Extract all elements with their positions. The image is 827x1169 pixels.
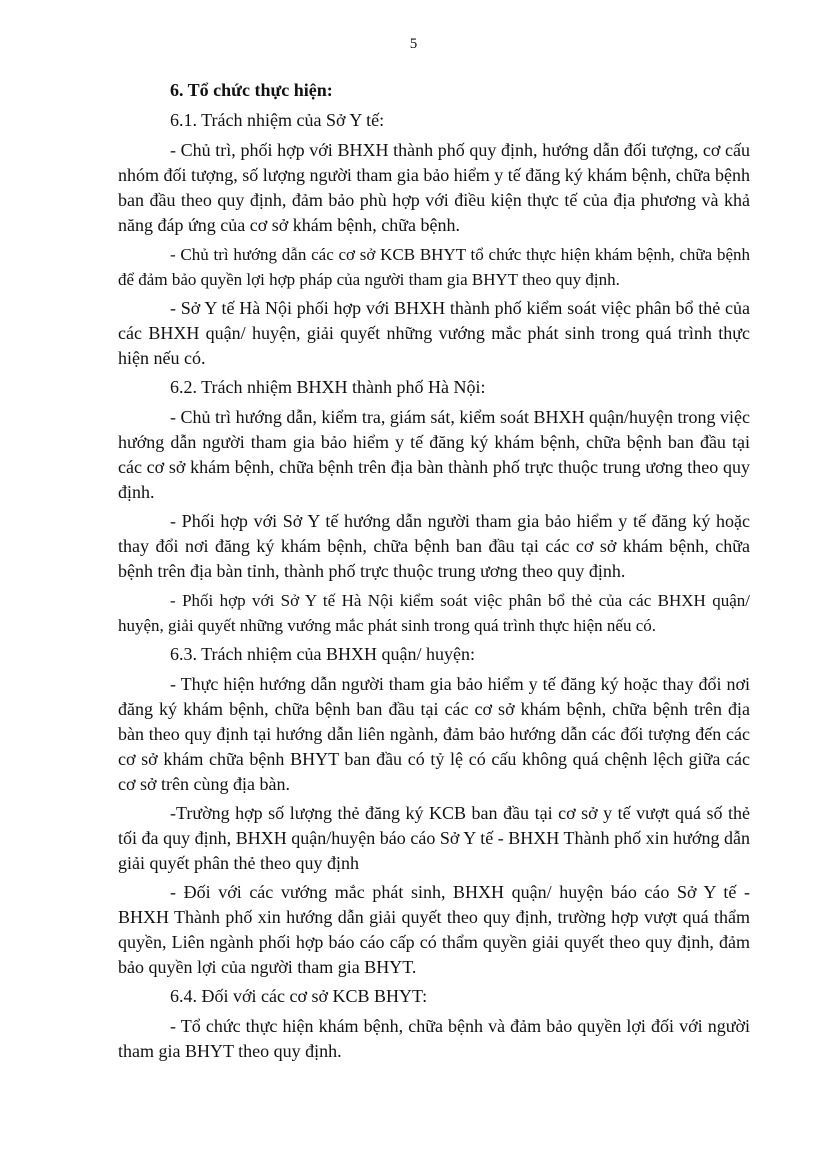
paragraph-6-2-b: - Phối hợp với Sở Y tế hướng dẫn người tham gia bảo hiểm y tế đăng ký hoặc thay đổi nơi đăng ký khám bệnh, chữa bệnh ban đầu tại các cơ sở khám bệnh, chữa bệnh trên địa bàn tỉnh, thành phố trực thuộc trung ương theo quy định. — [118, 511, 750, 581]
paragraph-6-3-c: - Đối với các vướng mắc phát sinh, BHXH quận/ huyện báo cáo Sở Y tế - BHXH Thành phố xin hướng dẫn giải quyết theo quy định, trường hợp vượt quá thẩm quyền, Liên ngành phối hợp báo cáo cấp có thẩm quyền giải quyết theo quy định, đảm bảo quyền lợi của người tham gia BHYT. — [118, 882, 750, 977]
paragraph-6-2-a: - Chủ trì hướng dẫn, kiểm tra, giám sát, kiểm soát BHXH quận/huyện trong việc hướng dẫn người tham gia bảo hiểm y tế đăng ký khám bệnh, chữa bệnh ban đầu tại các cơ sở khám bệnh, chữa bệnh trên địa bàn thành phố trực thuộc trung ương theo quy định. — [118, 407, 750, 502]
paragraph-6-4-a: - Tổ chức thực hiện khám bệnh, chữa bệnh và đảm bảo quyền lợi đối với người tham gia BHYT theo quy định. — [118, 1016, 750, 1061]
subsection-title-6-2: 6.2. Trách nhiệm BHXH thành phố Hà Nội: — [170, 377, 486, 397]
paragraph-6-1-a: - Chủ trì, phối hợp với BHXH thành phố quy định, hướng dẫn đối tượng, cơ cấu nhóm đối tượng, số lượng người tham gia bảo hiểm y tế đăng ký khám bệnh, chữa bệnh ban đầu theo quy định, đảm bảo phù hợp với điều kiện thực tế của địa phương và khả năng đáp ứng của cơ sở khám bệnh, chữa bệnh. — [118, 140, 750, 235]
paragraph-6-3-b: -Trường hợp số lượng thẻ đăng ký KCB ban đầu tại cơ sở y tế vượt quá số thẻ tối đa quy định, BHXH quận/huyện báo cáo Sở Y tế - BHXH Thành phố xin hướng dẫn giải quyết phân thẻ theo quy định — [118, 803, 750, 873]
subsection-title-6-4: 6.4. Đối với các cơ sở KCB BHYT: — [170, 986, 428, 1006]
paragraph-6-3-a: - Thực hiện hướng dẫn người tham gia bảo hiểm y tế đăng ký hoặc thay đổi nơi đăng ký khám bệnh, chữa bệnh ban đầu tại các cơ sở khám bệnh, chữa bệnh trên địa bàn theo quy định tại hướng dẫn liên ngành, đảm bảo hướng dẫn các đối tượng đến các cơ sở khám chữa bệnh BHYT ban đầu có tỷ lệ có cấu không quá chệnh lệch giữa các cơ sở trên cùng địa bàn. — [118, 674, 750, 794]
paragraph-6-1-b: - Chủ trì hướng dẫn các cơ sở KCB BHYT tổ chức thực hiện khám bệnh, chữa bệnh để đảm bảo quyền lợi hợp pháp của người tham gia BHYT theo quy định. — [118, 245, 750, 289]
subsection-title-6-1: 6.1. Trách nhiệm của Sở Y tế: — [170, 110, 385, 130]
page-number: 5 — [409, 36, 418, 52]
document-content — [118, 78, 750, 1068]
paragraph-6-2-c: - Phối hợp với Sở Y tế Hà Nội kiểm soát việc phân bổ thẻ của các BHXH quận/ huyện, giải quyết những vướng mắc phát sinh trong quá trình thực hiện nếu có. — [118, 591, 750, 635]
subsection-title-6-3: 6.3. Trách nhiệm của BHXH quận/ huyện: — [170, 644, 475, 664]
section-heading: 6. Tổ chức thực hiện: — [170, 80, 333, 100]
paragraph-6-1-c: - Sở Y tế Hà Nội phối hợp với BHXH thành phố kiểm soát việc phân bổ thẻ của các BHXH quận/ huyện, giải quyết những vướng mắc phát sinh trong quá trình thực hiện nếu có. — [118, 298, 750, 368]
